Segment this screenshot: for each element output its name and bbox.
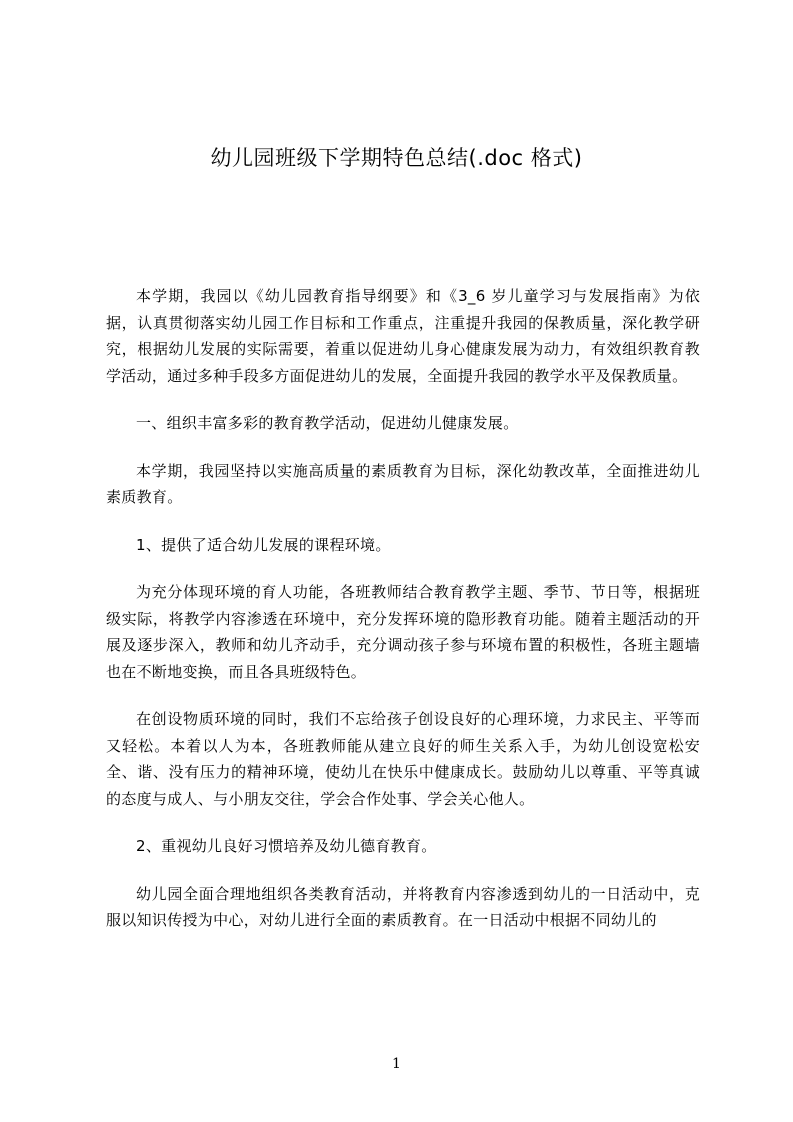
intro-paragraph: 本学期，我园以《幼儿园教育指导纲要》和《3_6 岁儿童学习与发展指南》为依据，认真贯彻落实幼儿园工作目标和工作重点，注重提升我园的保教质量，深化教学研究，根据幼儿发展的实际需要，着重以促进幼儿身心健康发展为动力，有效组织教育教学活动，通过多种手段多方面促进幼儿的发展，全面提升我园的教学水平及保教质量。	[106, 287, 700, 385]
environment-paragraph: 为充分体现环境的育人功能，各班教师结合教育教学主题、季节、节日等，根据班级实际，将教学内容渗透在环境中，充分发挥环境的隐形教育功能。随着主题活动的开展及逐步深入，教师和幼儿齐动手，充分调动孩子参与环境布置的积极性，各班主题墙也在不断地变换，而且各具班级特色。	[106, 583, 700, 681]
document-title: 幼儿园班级下学期特色总结(.doc 格式)	[210, 146, 583, 170]
section-heading-1: 一、组织丰富多彩的教育教学活动，促进幼儿健康发展。	[136, 414, 519, 432]
subsection-heading-2: 2、重视幼儿良好习惯培养及幼儿德育教育。	[136, 837, 437, 855]
subsection-heading-1: 1、提供了适合幼儿发展的课程环境。	[136, 535, 391, 554]
document-body	[106, 283, 700, 955]
page-number: 1	[392, 1056, 401, 1072]
psychological-environment-paragraph: 在创设物质环境的同时，我们不忘给孩子创设良好的心理环境，力求民主、平等而又轻松。本着以人为本，各班教师能从建立良好的师生关系入手，为幼儿创设宽松安全、谐、没有压力的精神环境，使幼儿在快乐中健康成长。鼓励幼儿以尊重、平等真诚的态度与成人、与小朋友交往，学会合作处事、学会关心他人。	[106, 710, 700, 808]
habits-paragraph: 幼儿园全面合理地组织各类教育活动，并将教育内容渗透到幼儿的一日活动中，克服以知识传授为中心，对幼儿进行全面的素质教育。在一日活动中根据不同幼儿的	[106, 884, 700, 929]
section-1-paragraph: 本学期，我园坚持以实施高质量的素质教育为目标，深化幼教改革，全面推进幼儿素质教育。	[106, 461, 700, 506]
